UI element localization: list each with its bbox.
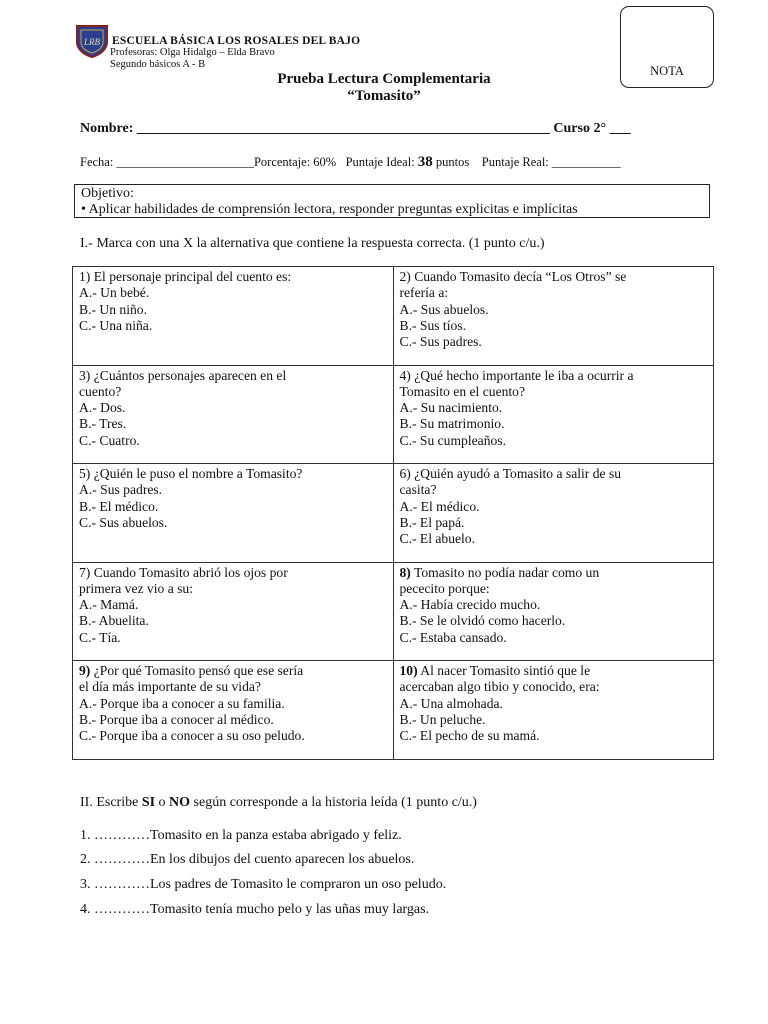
answer-option[interactable]: C.- Su cumpleaños. [399, 432, 506, 448]
question-cell [73, 464, 394, 563]
question-number: 4) [399, 367, 411, 383]
answer-option[interactable]: A.- Había crecido mucho. [399, 597, 541, 613]
answer-option[interactable]: B.- Un peluche. [399, 711, 486, 727]
question-line: ¿Quién le puso el nombre a Tomasito? [93, 466, 303, 481]
question-text [400, 565, 708, 581]
question-row [73, 562, 714, 661]
item-number: 1. [80, 828, 91, 843]
question-line: ¿Por qué Tomasito pensó que ese sería [93, 663, 304, 678]
question-line: casita? [399, 482, 437, 498]
teachers-line: Profesoras: Olga Hidalgo – Elda Bravo [110, 47, 275, 58]
question-text [79, 368, 387, 384]
question-text [400, 663, 708, 679]
question-text-cont [400, 384, 708, 400]
answer-option[interactable]: C.- Porque iba a conocer a su oso peludo. [79, 728, 305, 744]
question-number: 3) [79, 367, 91, 383]
curso-field[interactable]: ___ [609, 121, 631, 136]
question-line: Tomasito en el cuento? [399, 383, 526, 399]
answer-option[interactable]: A.- Mamá. [79, 597, 139, 613]
answer-option[interactable]: C.- El pecho de su mamá. [399, 728, 540, 744]
question-number: 8) [399, 564, 411, 580]
question-cell [73, 661, 394, 760]
item-number: 2. [80, 852, 91, 867]
question-line: refería a: [399, 285, 449, 301]
nombre-field[interactable]: ___________________________________________________________ [136, 121, 550, 136]
question-cell [73, 365, 394, 464]
question-line: pececito porque: [399, 580, 490, 596]
grade-line: Segundo básicos A - B [110, 59, 206, 70]
statement-text: Tomasito tenía mucho pelo y las uñas muy largas. [150, 902, 430, 917]
item-number: 3. [80, 877, 91, 892]
answer-blank[interactable]: ………… [94, 902, 150, 917]
question-line: primera vez vio a su: [79, 580, 193, 596]
answer-option[interactable]: B.- Un niño. [79, 301, 147, 317]
question-line: el día más importante de su vida? [79, 679, 261, 695]
story-title: “Tomasito” [347, 88, 421, 104]
test-title: Prueba Lectura Complementaria [277, 71, 491, 87]
question-number: 7) [79, 564, 91, 580]
question-number: 5) [79, 466, 91, 481]
question-line: ¿Cuántos personajes aparecen en el [93, 367, 287, 383]
question-line: cuento? [79, 383, 122, 399]
curso-label: Curso 2° [553, 121, 607, 136]
question-text-cont [400, 581, 708, 597]
puntaje-real-label: Puntaje Real: [481, 155, 549, 169]
question-text-cont [79, 581, 387, 597]
question-row [73, 661, 714, 760]
school-logo [74, 24, 110, 58]
question-line: ¿Quién ayudó a Tomasito a salir de su [414, 466, 622, 481]
question-number: 1) [79, 269, 91, 284]
si-no-item [80, 828, 402, 844]
question-text-cont [79, 384, 387, 400]
answer-option[interactable]: A.- Sus padres. [79, 482, 163, 498]
section2-rest: según corresponde a la historia leída (1 punto c/u.) [193, 795, 477, 810]
si-no-item [80, 877, 446, 893]
puntaje-ideal-unit: puntos [435, 155, 470, 169]
question-number: 9) [79, 663, 91, 678]
question-number: 10) [399, 663, 418, 678]
question-text [400, 368, 708, 384]
statement-text: En los dibujos del cuento aparecen los abuelos. [150, 852, 415, 867]
fecha-row [80, 154, 621, 171]
answer-option[interactable]: A.- El médico. [399, 498, 480, 514]
question-line: Cuando Tomasito decía “Los Otros” se [414, 269, 627, 284]
question-cell [393, 661, 714, 760]
question-text-cont [400, 679, 708, 695]
answer-option[interactable]: C.- Sus padres. [399, 334, 482, 350]
objective-text: • Aplicar habilidades de comprensión lectora, responder preguntas explicitas e implícitas [81, 202, 578, 217]
objective-label: Objetivo: [81, 186, 134, 201]
question-line: Tomasito no podía nadar como un [413, 564, 600, 580]
question-text-cont [79, 679, 387, 695]
question-number: 6) [399, 466, 411, 481]
question-text [79, 565, 387, 581]
item-number: 4. [80, 902, 91, 917]
answer-option[interactable]: C.- Cuatro. [79, 432, 140, 448]
porcentaje: Porcentaje: 60% [253, 155, 337, 169]
puntaje-real-field[interactable]: ___________ [551, 155, 621, 169]
question-text [79, 269, 387, 285]
answer-option[interactable]: B.- Sus tíos. [399, 317, 466, 333]
no-word: NO [169, 795, 191, 810]
question-number: 2) [399, 269, 411, 284]
puntaje-ideal-label: Puntaje Ideal: [345, 155, 415, 169]
objective-box [74, 184, 710, 218]
question-line: El personaje principal del cuento es: [93, 269, 292, 284]
answer-option[interactable]: A.- Una almohada. [399, 695, 503, 711]
question-cell [393, 267, 714, 366]
question-text-cont [400, 285, 708, 301]
question-cell [73, 267, 394, 366]
si-no-item [80, 902, 429, 918]
question-line: ¿Qué hecho importante le iba a ocurrir a [414, 367, 634, 383]
answer-option[interactable]: A.- Un bebé. [79, 285, 150, 301]
statement-text: Tomasito en la panza estaba abrigado y feliz. [150, 828, 402, 843]
answer-option[interactable]: A.- Sus abuelos. [399, 301, 489, 317]
answer-option[interactable]: A.- Su nacimiento. [399, 400, 503, 416]
question-cell [393, 365, 714, 464]
answer-blank[interactable]: ………… [94, 828, 150, 843]
answer-option[interactable]: B.- El médico. [79, 498, 159, 514]
school-name: ESCUELA BÁSICA LOS ROSALES DEL BAJO [112, 35, 361, 47]
question-text [79, 466, 387, 482]
question-line: Al nacer Tomasito sintió que le [420, 663, 591, 678]
section2-instructions [80, 795, 477, 811]
section1-instructions: I.- Marca con una X la alternativa que contiene la respuesta correcta. (1 punto c/u.) [80, 236, 545, 251]
si-word: SI [141, 795, 156, 810]
answer-option[interactable]: A.- Porque iba a conocer a su familia. [79, 695, 285, 711]
question-row [73, 365, 714, 464]
logo-text: LRB [83, 37, 101, 47]
question-cell [393, 464, 714, 563]
answer-option[interactable]: B.- El papá. [399, 514, 465, 530]
answer-blank[interactable]: ………… [94, 852, 150, 867]
question-text [400, 269, 708, 285]
question-text [400, 466, 708, 482]
answer-option[interactable]: B.- Su matrimonio. [399, 416, 505, 432]
or-word: o [158, 795, 166, 810]
answer-option[interactable]: C.- El abuelo. [399, 531, 476, 547]
fecha-label: Fecha: [80, 155, 114, 169]
question-cell [73, 562, 394, 661]
answer-option[interactable]: C.- Una niña. [79, 317, 153, 333]
answer-option[interactable]: C.- Sus abuelos. [79, 514, 168, 530]
questions-table [72, 266, 714, 760]
section2-intro: II. Escribe [80, 795, 139, 810]
statement-text: Los padres de Tomasito le compraron un oso peludo. [150, 877, 447, 892]
nota-label: NOTA [650, 64, 684, 78]
answer-option[interactable]: A.- Dos. [79, 400, 126, 416]
answer-option[interactable]: B.- Se le olvidó como hacerlo. [399, 613, 566, 629]
puntaje-ideal-value: 38 [417, 154, 433, 170]
question-cell [393, 562, 714, 661]
question-line: Cuando Tomasito abrió los ojos por [93, 564, 288, 580]
answer-blank[interactable]: ………… [94, 877, 150, 892]
nombre-label: Nombre: [80, 121, 134, 136]
question-row [73, 267, 714, 366]
question-row [73, 464, 714, 563]
question-line: acercaban algo tibio y conocido, era: [399, 679, 600, 695]
question-text-cont [400, 482, 708, 498]
si-no-item [80, 852, 414, 868]
nombre-row [80, 121, 631, 137]
fecha-field[interactable]: ______________________ [116, 155, 254, 169]
answer-option[interactable]: B.- Abuelita. [79, 613, 149, 629]
answer-option[interactable]: B.- Porque iba a conocer al médico. [79, 711, 274, 727]
question-text [79, 663, 387, 679]
answer-option[interactable]: C.- Tía. [79, 629, 121, 645]
answer-option[interactable]: B.- Tres. [79, 416, 127, 432]
answer-option[interactable]: C.- Estaba cansado. [399, 629, 507, 645]
